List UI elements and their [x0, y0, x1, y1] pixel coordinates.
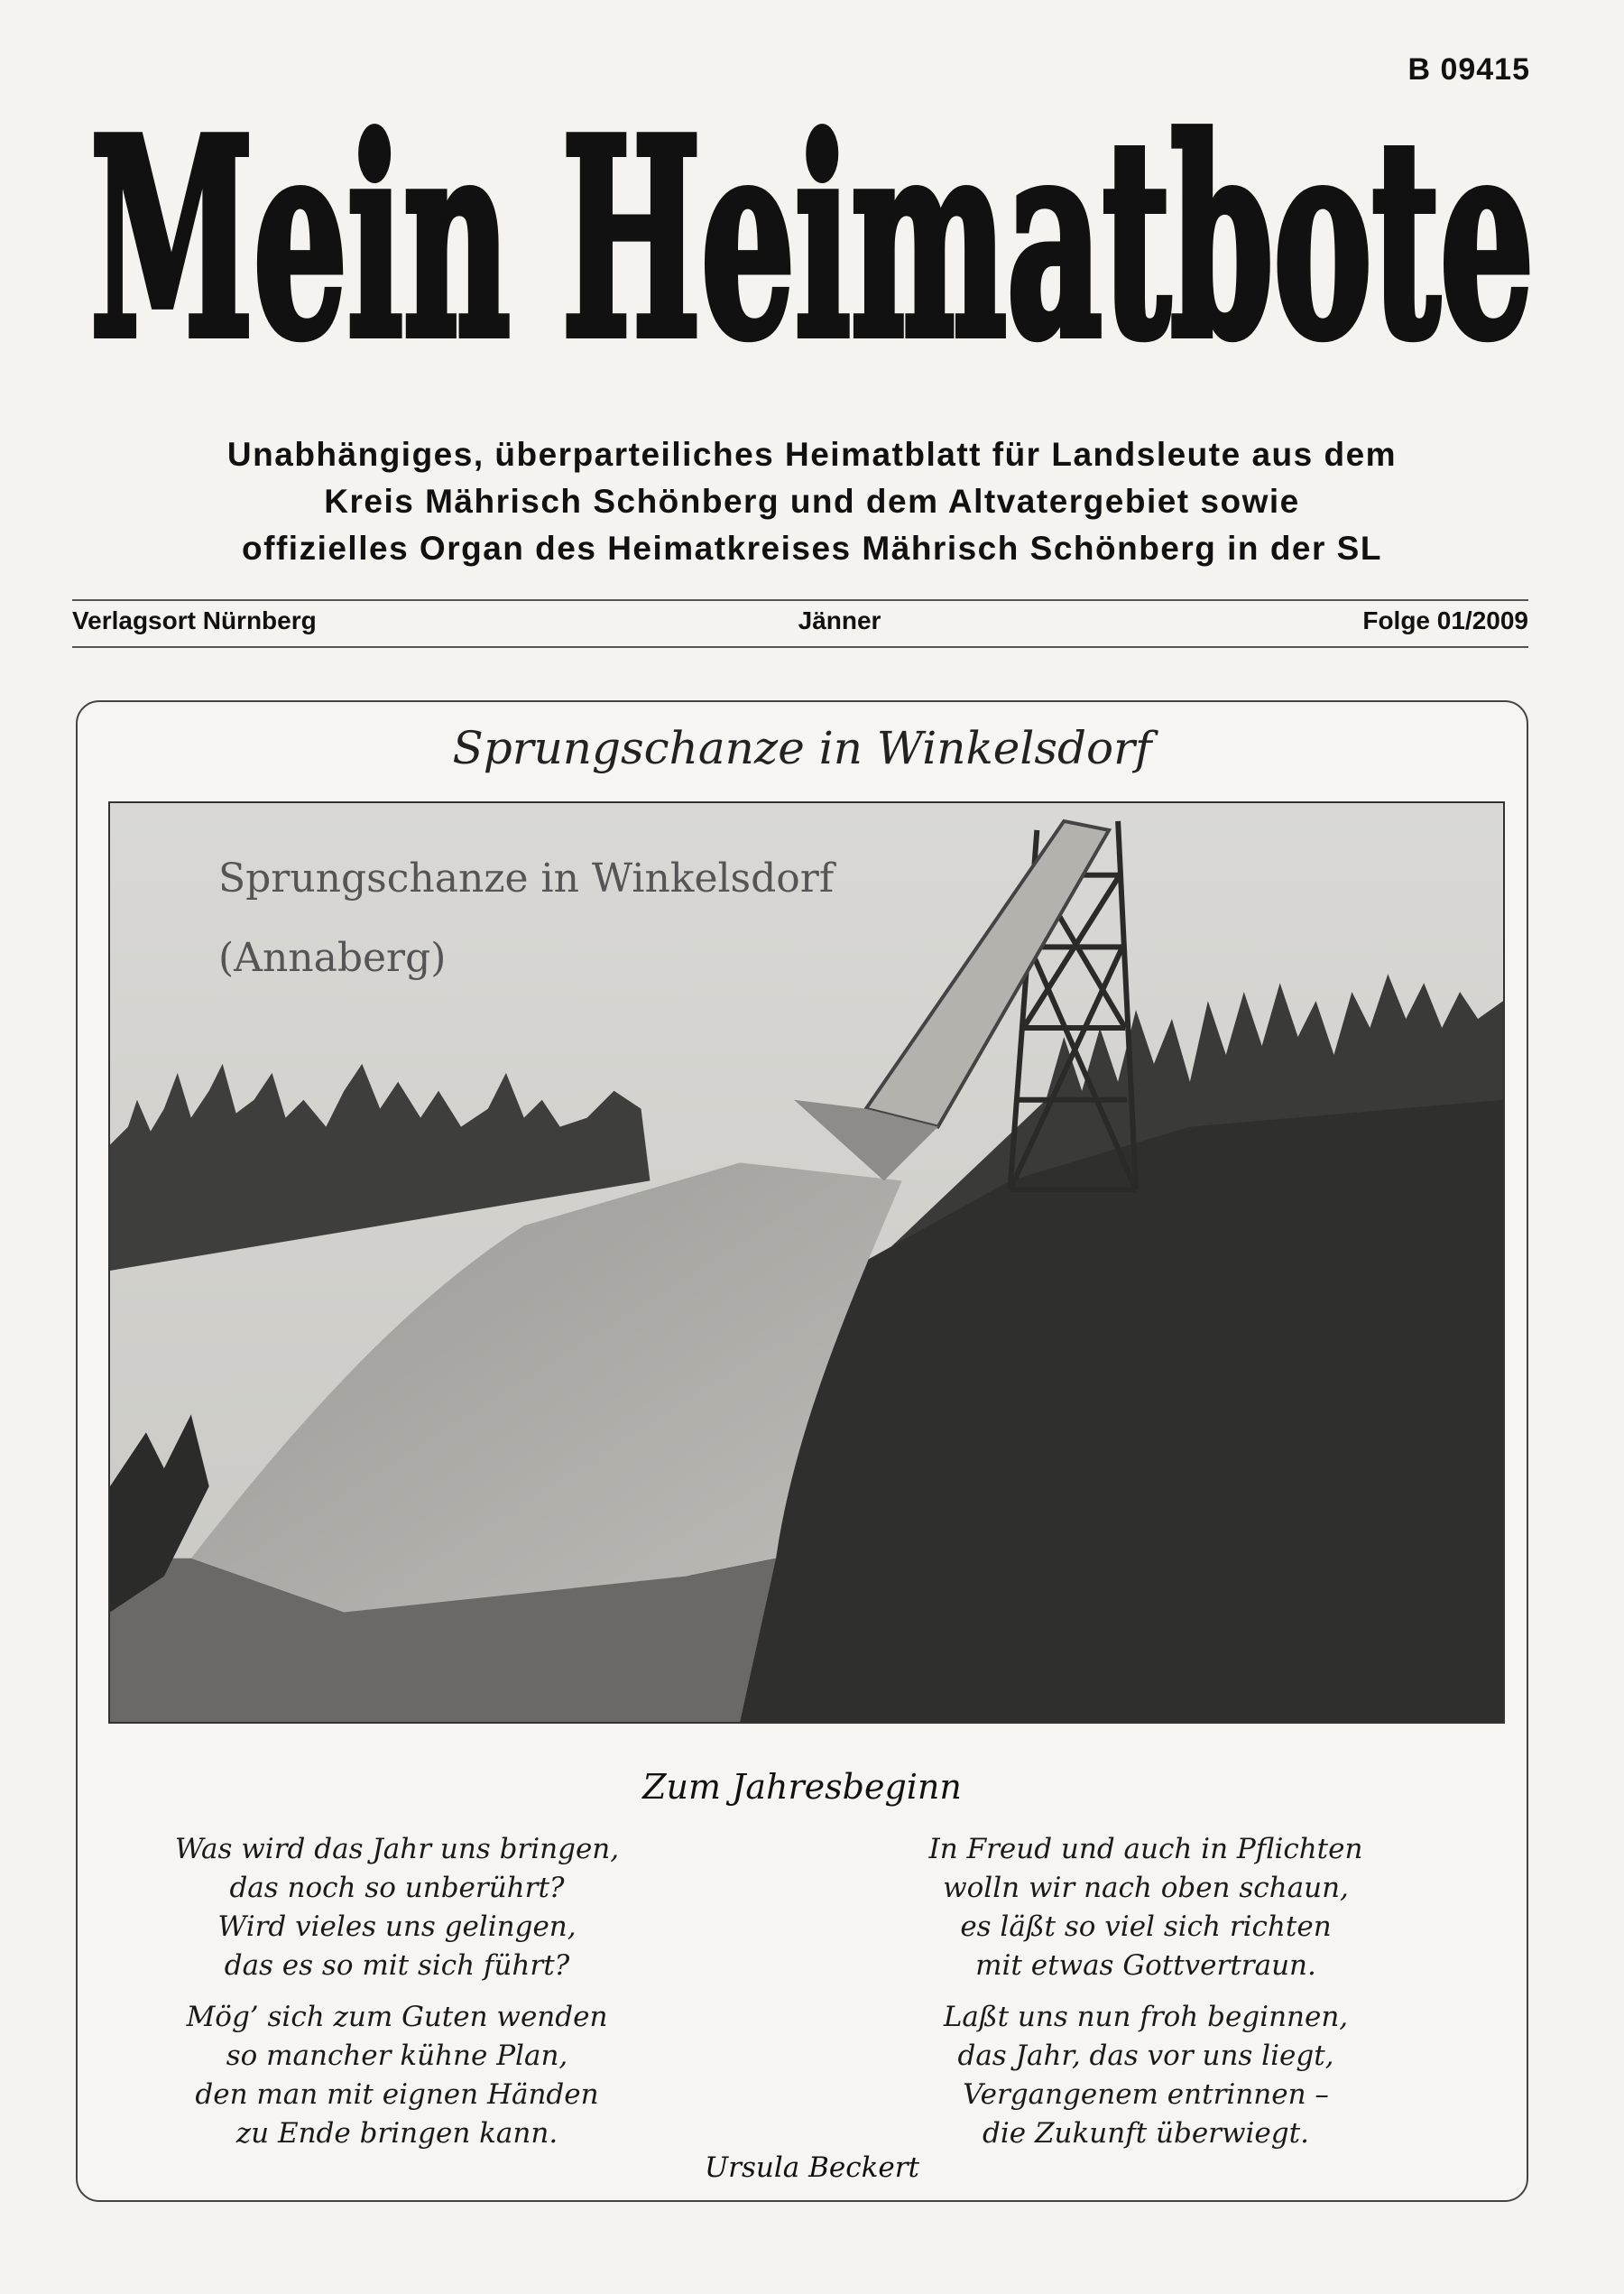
publisher-location: Verlagsort Nürnberg: [72, 606, 317, 634]
poem-stanza-right-1: [857, 1830, 1435, 1985]
poem-line: es läßt so viel sich richten: [960, 1910, 1332, 1943]
subtitle-line: Kreis Mährisch Schönberg und dem Altvatergebiet sowie: [324, 483, 1300, 520]
poem-line: das es so mit sich führt?: [224, 1949, 570, 1982]
poem-line: das Jahr, das vor uns liegt,: [957, 2040, 1334, 2072]
masthead-subtitle: [72, 431, 1552, 572]
poem-line: den man mit eignen Händen: [195, 2078, 599, 2111]
poem-line: Was wird das Jahr uns bringen,: [174, 1833, 620, 1865]
photo-caption-line: (Annaberg): [218, 935, 447, 981]
poem-line: so mancher kühne Plan,: [226, 2040, 568, 2072]
poem-line: Vergangenem entrinnen –: [963, 2078, 1329, 2111]
poem-line: wolln wir nach oben schaun,: [943, 1872, 1349, 1904]
masthead-title: Mein Heimatbote: [90, 79, 1534, 398]
divider-bottom: [72, 646, 1528, 648]
poem-line: Wird vieles uns gelingen,: [217, 1910, 577, 1943]
feature-title: Sprungschanze in Winkelsdorf: [452, 722, 1152, 774]
subtitle-line: Unabhängiges, überparteiliches Heimatblatt für Landsleute aus dem: [226, 436, 1398, 473]
ski-jump-photo: [108, 801, 1505, 1724]
poem-stanza-right-2: [857, 1998, 1435, 2153]
subtitle-line: offizielles Organ des Heimatkreises Mährisch Schönberg in der SL: [242, 530, 1382, 567]
poem-author: Ursula Beckert: [705, 2151, 919, 2184]
issue-code: B 09415: [1407, 52, 1530, 87]
poem-stanza-left-2: [108, 1998, 686, 2153]
poem-stanza-left-1: [108, 1830, 686, 1985]
photo-caption-line: Sprungschanze in Winkelsdorf: [218, 856, 835, 902]
issue-month: Jänner: [798, 606, 881, 634]
poem-line: mit etwas Gottvertraun.: [975, 1949, 1316, 1982]
issue-number: Folge 01/2009: [1362, 606, 1528, 634]
poem-line: In Freud und auch in Pflichten: [928, 1833, 1363, 1865]
poem-line: Laßt uns nun froh beginnen,: [943, 2001, 1349, 2033]
poem-line: zu Ende bringen kann.: [235, 2117, 558, 2150]
masthead-logo: [72, 63, 1552, 415]
poem-line: das noch so unberührt?: [229, 1872, 565, 1904]
poem-title: Zum Jahresbeginn: [642, 1767, 962, 1807]
info-bar: [72, 606, 1528, 635]
poem-line: die Zukunft überwiegt.: [983, 2117, 1309, 2150]
poem-line: Mög’ sich zum Guten wenden: [186, 2001, 608, 2033]
divider-top: [72, 599, 1528, 601]
